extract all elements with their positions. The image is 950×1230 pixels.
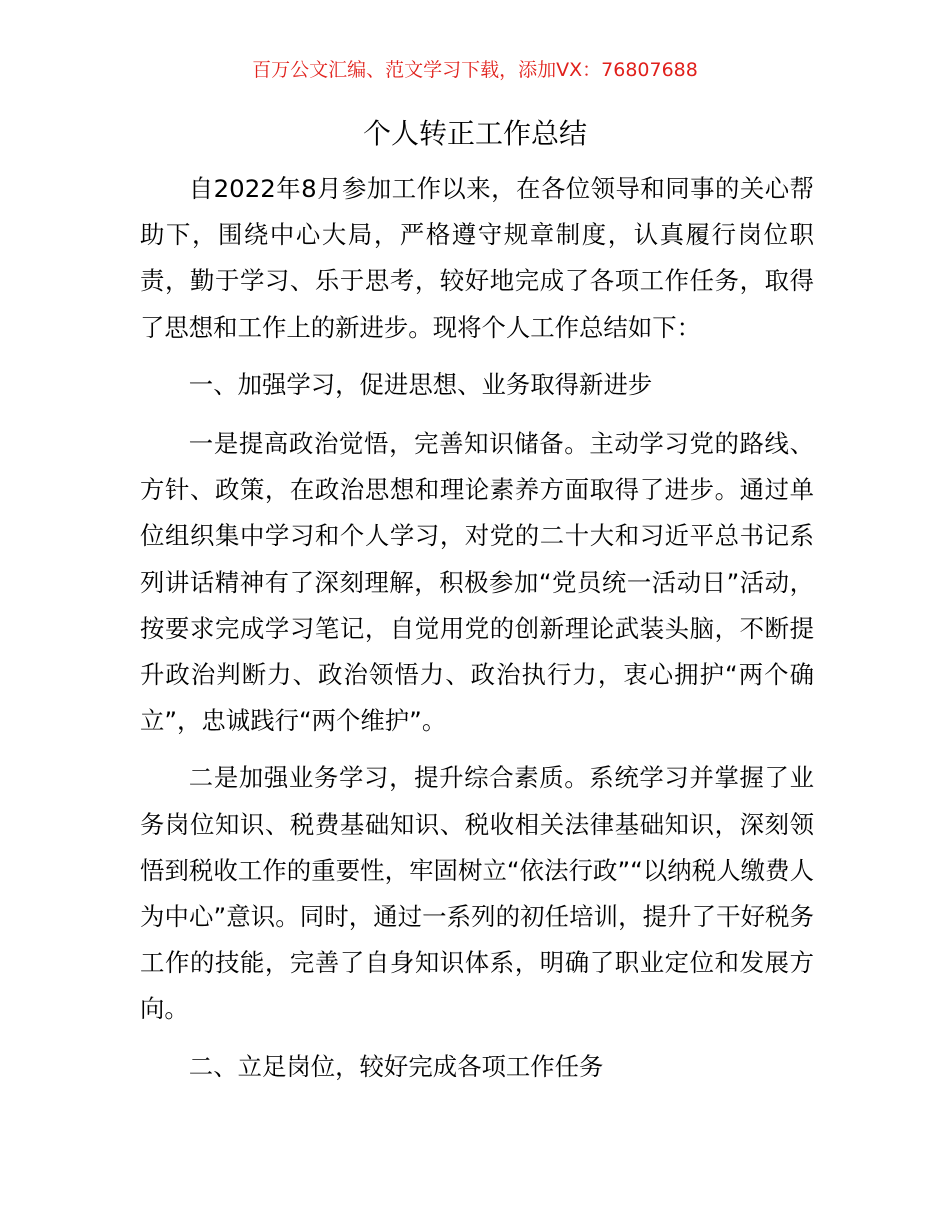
intro-paragraph: 自2022年8月参加工作以来，在各位领导和同事的关心帮助下，围绕中心大局，严格遵守规章制度，认真履行岗位职责，勤于学习、乐于思考，较好地完成了各项工作任务，取得了思想和工作上的新进步。现将个人工作总结如下： <box>140 174 814 342</box>
header-watermark-note: 百万公文汇编、范文学习下载，添加VX：76807688 <box>252 59 698 81</box>
document-body <box>140 166 814 1103</box>
document-title: 个人转正工作总结 <box>362 117 587 150</box>
section-1-item-2-paragraph: 二是加强业务学习，提升综合素质。系统学习并掌握了业务岗位知识、税费基础知识、税收相关法律基础知识，深刻领悟到税收工作的重要性，牢固树立“依法行政”“以纳税人缴费人为中心”意识。同时，通过一系列的初任培训，提升了干好税务工作的技能，完善了自身知识体系，明确了职业定位和发展方向。 <box>140 763 814 1024</box>
section-1-item-1-paragraph: 一是提高政治觉悟，完善知识储备。主动学习党的路线、方针、政策，在政治思想和理论素养方面取得了进步。通过单位组织集中学习和个人学习，对党的二十大和习近平总书记系列讲话精神有了深刻理解，积极参加“党员统一活动日”活动，按要求完成学习笔记，自觉用党的创新理论武装头脑，不断提升政治判断力、政治领悟力、政治执行力，衷心拥护“两个确立”，忠诚践行“两个维护”。 <box>140 429 814 736</box>
section-1-heading: 一、加强学习，促进思想、业务取得新进步 <box>188 369 653 399</box>
section-2-heading: 二、立足岗位，较好完成各项工作任务 <box>188 1051 604 1081</box>
